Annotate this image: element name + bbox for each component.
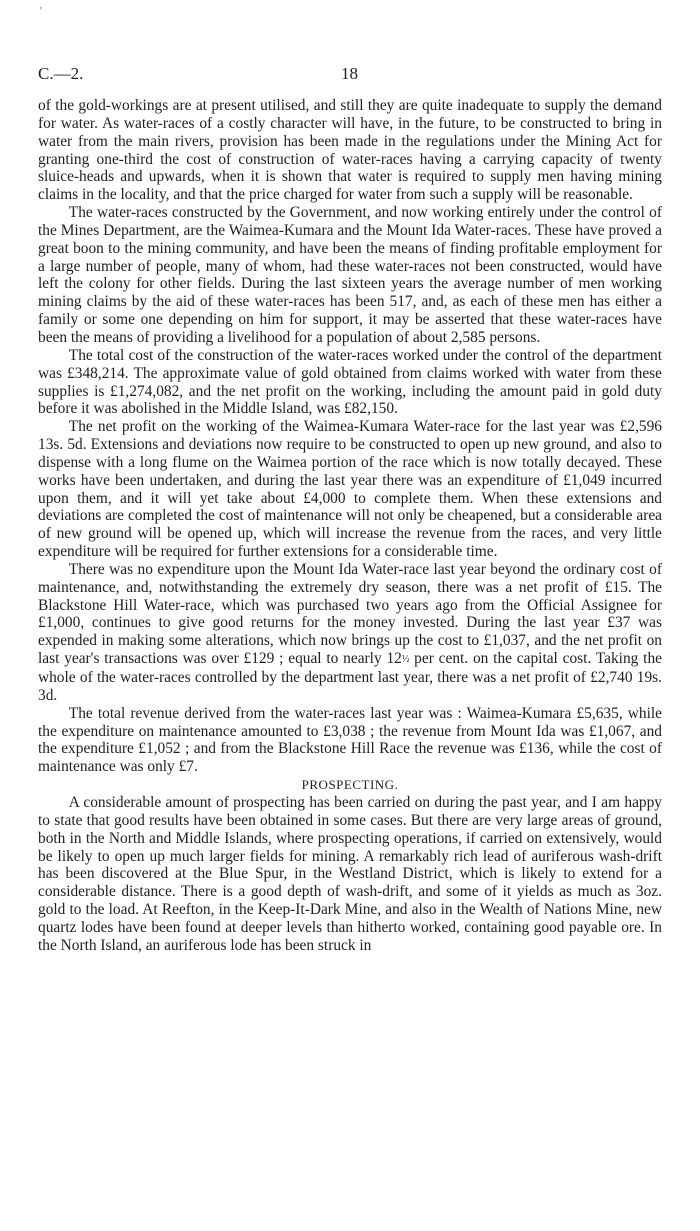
- paragraph-5-tail: per cent. on the capital cost. Taking the whole of the water-races controlled by the department last year, there was a net profit of £2,740 19s. 3d.: [38, 650, 662, 704]
- paragraph-1: of the gold-workings are at present utilised, and still they are quite inadequate to supply the demand for water. As water-races of a costly character will have, in the future, to be constructed to bring in water from the main rivers, provision has been made in the regulations under the Mining Act for granting one-third the cost of construction of water-races having a carrying capacity of twenty sluice-heads and upwards, when it is shown that water is required to supply men having mining claims in the locality, and that the price charged for water from such a supply will be reasonable.: [38, 97, 662, 204]
- page-header: [38, 64, 664, 86]
- paragraph-5-text: There was no expenditure upon the Mount Ida Water-race last year beyond the ordinary cost of maintenance, and, notwithstanding the extremely dry season, there was a net profit of £15. The Blackstone Hill Water-race, which was purchased two years ago from the Official Assignee for £1,000, continues to give good returns for the money invested. During the last year £37 was expended in making some alterations, which now brings up the cost to £1,037, and the net profit on last year's transactions was over £129 ; equal to nearly: [38, 560, 662, 668]
- section-heading-prospecting: PROSPECTING.: [301, 777, 399, 793]
- percent-whole: 12: [386, 650, 402, 668]
- page-number: 18: [341, 64, 358, 83]
- paragraph-2: The water-races constructed by the Government, and now working entirely under the control of the Mines Department, are the Waimea-Kumara and the Mount Ida Water-races. These have proved a great boon to the mining community, and have been the means of finding profitable employment for a large number of people, many of whom, had these water-races not been constructed, would have left the colony for other fields. During the last sixteen years the average number of men working mining claims by the aid of these water-races has been 517, and, as each of these men has either a family or some one depending on him for support, it may be asserted that these water-races have been the means of providing a livelihood for a population of about 2,585 persons.: [38, 204, 662, 346]
- paragraph-5: [38, 561, 662, 705]
- percent-fraction: ½: [401, 654, 410, 666]
- document-reference: C.—2.: [38, 64, 84, 83]
- corner-mark: ': [40, 6, 42, 17]
- paragraph-4: The net profit on the working of the Waimea-Kumara Water-race for the last year was £2,596 13s. 5d. Extensions and deviations now require to be constructed to open up new ground, and also to dispense with a long flume on the Waimea portion of the race which is now totally decayed. These works have been undertaken, and during the last year there was an expenditure of £1,049 incurred upon them, and it will yet take about £4,000 to complete them. When these extensions and deviations are completed the cost of maintenance will not only be cheapened, but a considerable area of new ground will be opened up, which will increase the revenue from the races, and very little expenditure will be required for further extensions for a considerable time.: [38, 418, 662, 561]
- page-body: [38, 97, 662, 955]
- paragraph-6: The total revenue derived from the water-races last year was : Waimea-Kumara £5,635, while the expenditure on maintenance amounted to £3,038 ; the revenue from Mount Ida was £1,067, and the expenditure £1,052 ; and from the Blackstone Hill Race the revenue was £136, while the cost of maintenance was only £7.: [38, 704, 662, 776]
- paragraph-7: A considerable amount of prospecting has been carried on during the past year, and I am happy to state that good results have been obtained in some cases. But there are very large areas of ground, both in the North and Middle Islands, where prospecting operations, if carried on extensively, would be likely to open up much larger fields for mining. A remarkably rich lead of auriferous wash-drift has been discovered at the Blue Spur, in the Westland District, which is likely to extend for a considerable distance. There is a good depth of wash-drift, and some of it yields as much as 3oz. gold to the load. At Reefton, in the Keep-It-Dark Mine, and also in the Wealth of Nations Mine, new quartz lodes have been found at deeper levels than hitherto worked, containing good payable ore. In the North Island, an auriferous lode has been struck in: [38, 794, 662, 954]
- paragraph-3: The total cost of the construction of the water-races worked under the control of the department was £348,214. The approximate value of gold obtained from claims worked with water from these supplies is £1,274,082, and the net profit on the working, including the amount paid in gold duty before it was abolished in the Middle Island, was £82,150.: [38, 346, 662, 418]
